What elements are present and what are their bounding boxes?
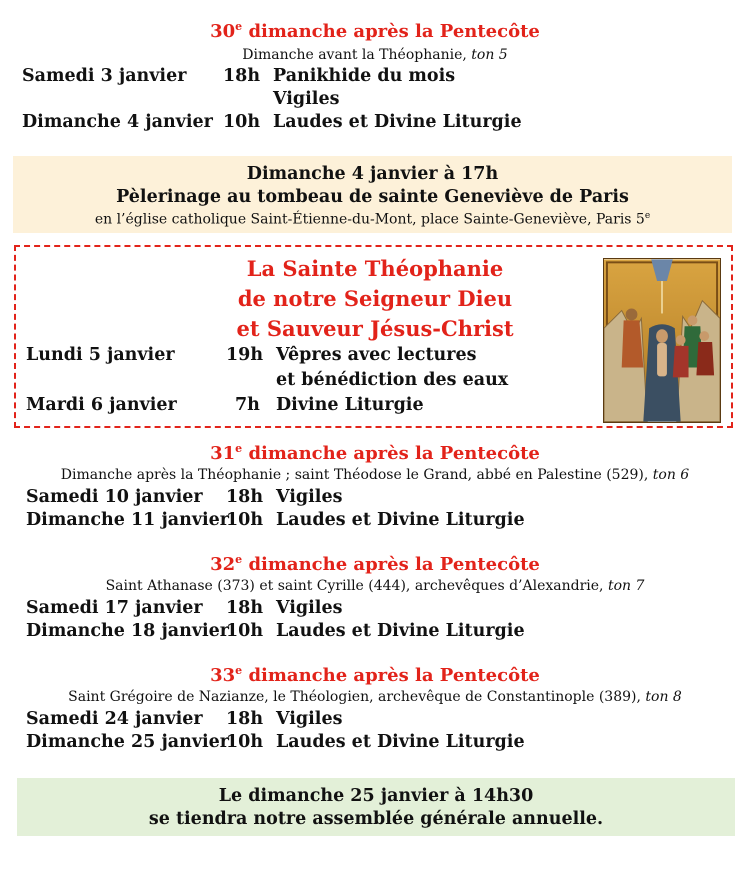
schedule-row: Lundi 5 janvier 19h Vêpres avec lectures (26, 345, 477, 365)
section-30-title: 30e dimanche après la Pentecôte (210, 20, 540, 42)
section-32-title: 32e dimanche après la Pentecôte (210, 553, 540, 575)
schedule-row: Samedi 10 janvier 18h Vigiles (26, 487, 343, 507)
schedule-row: Dimanche 18 janvier 10h Laudes et Divine Liturgie (26, 621, 525, 641)
schedule-row: Dimanche 11 janvier 10h Laudes et Divine Liturgie (26, 510, 525, 530)
theophany-icon (603, 258, 721, 423)
schedule-row: Samedi 24 janvier 18h Vigiles (26, 709, 343, 729)
section-32-subtitle: Saint Athanase (373) et saint Cyrille (444), archevêques d’Alexandrie, ton 7 (105, 578, 645, 594)
schedule-row: Samedi 17 janvier 18h Vigiles (26, 598, 343, 618)
schedule-row: Vigiles (273, 89, 340, 109)
schedule-row: Dimanche 25 janvier 10h Laudes et Divine Liturgie (26, 732, 525, 752)
assembly-box (17, 778, 735, 836)
schedule-row: Dimanche 4 janvier 10h Laudes et Divine Liturgie (22, 112, 522, 132)
theophany-title-1: La Sainte Théophanie (246, 256, 504, 281)
pilgrimage-box (13, 156, 732, 233)
schedule-row: Samedi 3 janvier 18h Panikhide du mois (22, 66, 456, 86)
theophany-title-2: de notre Seigneur Dieu (237, 286, 513, 311)
section-33-subtitle: Saint Grégoire de Nazianze, le Théologien, archevêque de Constantinople (389), ton 8 (68, 689, 682, 705)
section-30-subtitle: Dimanche avant la Théophanie, ton 5 (242, 47, 508, 63)
assembly-text: se tiendra notre assemblée générale annuelle. (148, 809, 604, 829)
pilgrimage-location: en l’église catholique Saint-Étienne-du-Mont, place Sainte-Geneviève, Paris 5e (94, 211, 651, 228)
pilgrimage-title: Pèlerinage au tombeau de sainte Geneviève de Paris (116, 187, 629, 207)
assembly-date: Le dimanche 25 janvier à 14h30 (218, 786, 534, 806)
theophany-title-3: et Sauveur Jésus-Christ (236, 316, 514, 341)
schedule-row: Mardi 6 janvier 7h Divine Liturgie (26, 395, 424, 415)
section-31-title: 31e dimanche après la Pentecôte (210, 442, 540, 464)
section-33-title: 33e dimanche après la Pentecôte (210, 664, 540, 686)
section-31-subtitle: Dimanche après la Théophanie ; saint Théodose le Grand, abbé en Palestine (529), ton 6 (60, 467, 690, 483)
pilgrimage-date: Dimanche 4 janvier à 17h (246, 164, 499, 184)
schedule-row: et bénédiction des eaux (276, 370, 509, 390)
